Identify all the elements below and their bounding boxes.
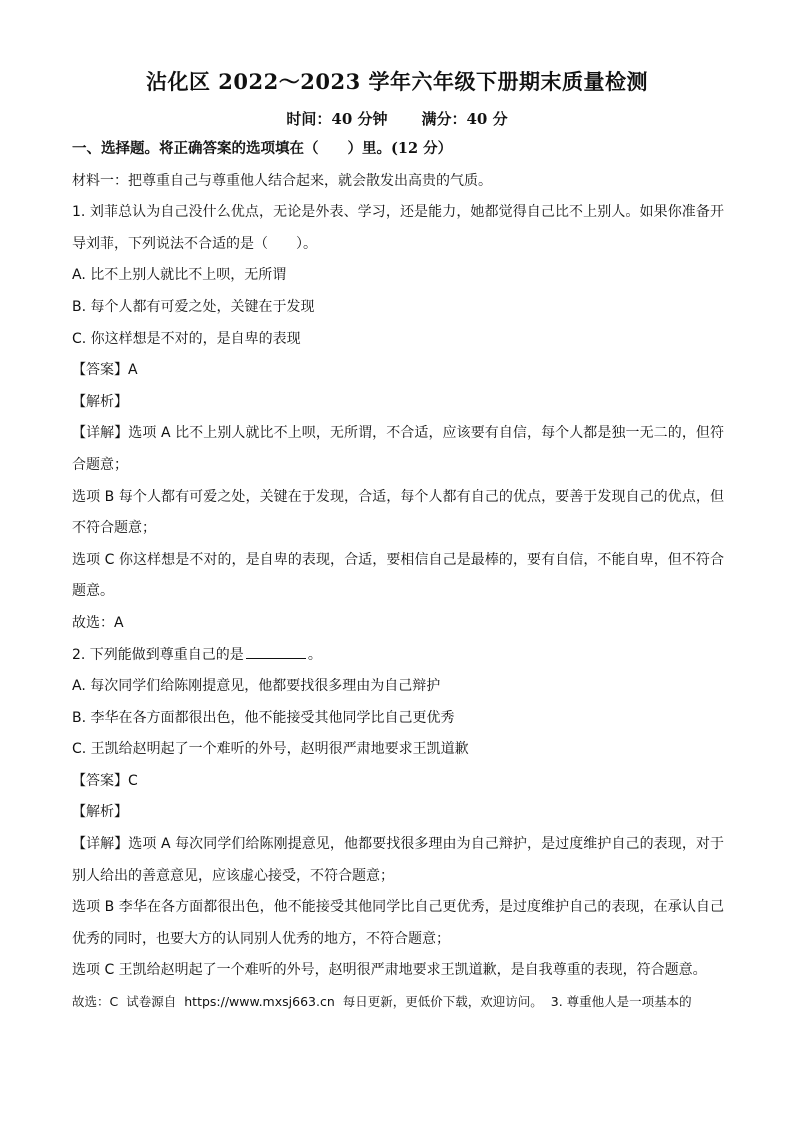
q2-detail-line-1: 【详解】选项 A 每次同学们给陈刚提意见，他都要找很多理由为自己辩护，是过度维护自己的表现，对于: [72, 836, 724, 853]
q2-option-b: B. 李华在各方面都很出色，他不能接受其他同学比自己更优秀: [72, 709, 455, 726]
q2-choice: 故选：C: [72, 994, 119, 1010]
source-note: 每日更新，更低价下载，欢迎访问。: [342, 994, 543, 1010]
q1-detail-line-6: 题意。: [72, 583, 114, 600]
exam-info: [0, 108, 794, 129]
q1-detail-line-3: 选项 B 每个人都有可爱之处，关键在于发现，合适，每个人都有自己的优点，要善于发现自己的优点，但: [72, 488, 724, 505]
q1-option-b: B. 每个人都有可爱之处，关键在于发现: [72, 298, 315, 315]
q1-detail-line-2: 合题意；: [72, 456, 128, 473]
q1-stem-line-2: 导刘菲，下列说法不合适的是（ ）。: [72, 235, 317, 252]
q1-detail-line-1: 【详解】选项 A 比不上别人就比不上呗，无所谓，不合适，应该要有自信，每个人都是独一无二的，但符: [72, 425, 724, 442]
document-body: [72, 137, 724, 1022]
q1-answer: 【答案】A: [72, 362, 138, 379]
q1-stem-line-1: 1. 刘菲总认为自己没什么优点，无论是外表、学习，还是能力，她都觉得自己比不上别人。如果你准备开: [72, 204, 724, 221]
q1-analysis: 【解析】: [72, 393, 128, 410]
q2-option-a: A. 每次同学们给陈刚提意见，他都要找很多理由为自己辩护: [72, 678, 441, 695]
page-title: 沾化区 2022～2023 学年六年级下册期末质量检测: [145, 69, 648, 94]
q2-option-c: C. 王凯给赵明起了一个难听的外号，赵明很严肃地要求王凯道歉: [72, 741, 469, 758]
section-heading: 一、选择题。将正确答案的选项填在（ ）里。(12 分）: [72, 140, 453, 157]
source-url-link[interactable]: https://www.mxsj663.cn: [184, 994, 335, 1010]
time-label: 时间：40 分钟: [286, 110, 388, 128]
q2-stem-end: 。: [307, 646, 322, 663]
q2-detail-line-4: 优秀的同时，也要大方的认同别人优秀的地方，不符合题意；: [72, 930, 450, 947]
q2-stem: [72, 643, 724, 675]
q1-option-c: C. 你这样想是不对的，是自卑的表现: [72, 330, 301, 347]
q2-detail-line-2: 别人给出的善意意见，应该虚心接受，不符合题意；: [72, 867, 394, 884]
q2-answer: 【答案】C: [72, 772, 138, 789]
q1-option-a: A. 比不上别人就比不上呗，无所谓: [72, 267, 287, 284]
q2-detail-line-5: 选项 C 王凯给赵明起了一个难听的外号，赵明很严肃地要求王凯道歉，是自我尊重的表现，符合题意。: [72, 962, 707, 979]
answer-blank: [246, 644, 306, 659]
q3-stem-start: 3. 尊重他人是一项基本的: [550, 994, 692, 1010]
q1-detail-line-4: 不符合题意；: [72, 520, 156, 537]
q2-analysis: 【解析】: [72, 804, 128, 821]
material-one: 材料一：把尊重自己与尊重他人结合起来，就会散发出高贵的气质。: [72, 172, 492, 189]
q1-choice: 故选：A: [72, 614, 124, 631]
q2-detail-line-3: 选项 B 李华在各方面都很出色，他不能接受其他同学比自己更优秀，是过度维护自己的表现，在承认自己: [72, 899, 724, 916]
q2-stem-text: 2. 下列能做到尊重自己的是: [72, 646, 244, 663]
q1-detail-line-5: 选项 C 你这样想是不对的，是自卑的表现，合适，要相信自己是最棒的，要有自信，不能自卑，但不符合: [72, 551, 724, 568]
source-label: 试卷源自: [126, 994, 177, 1010]
score-label: 满分：40 分: [421, 110, 508, 128]
footer-line: [72, 990, 724, 1022]
